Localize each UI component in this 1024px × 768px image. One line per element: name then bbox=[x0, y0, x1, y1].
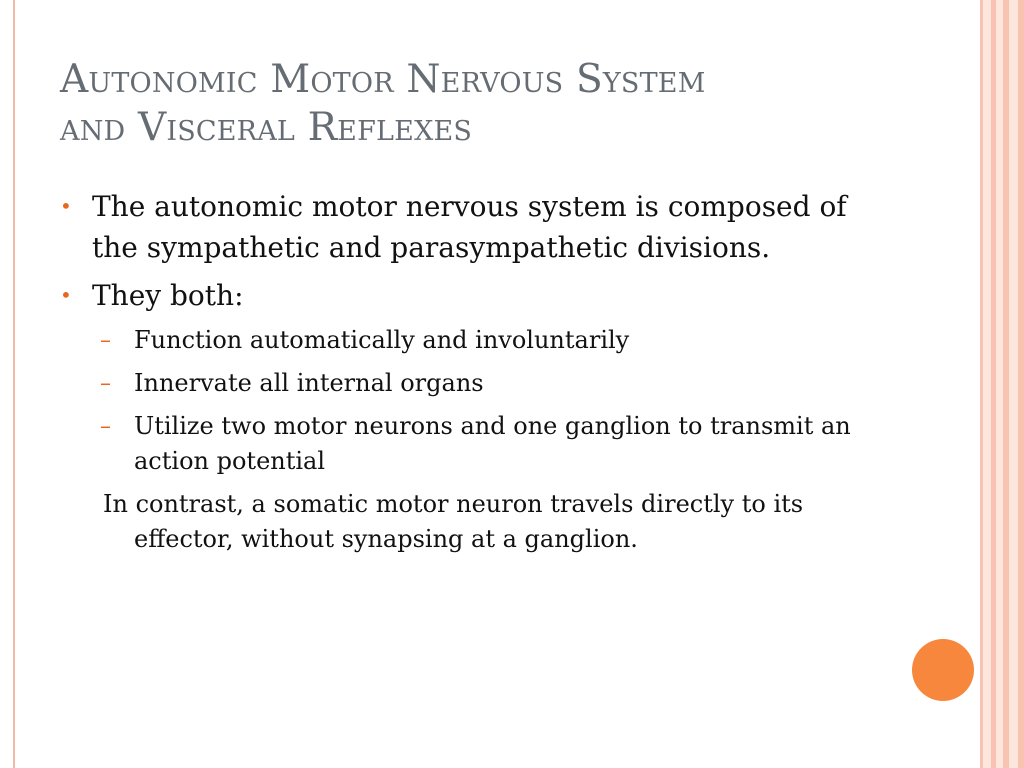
continuation-text: In contrast, a somatic motor neuron travels directly to its effector, without synapsing at a ganglion. bbox=[103, 490, 804, 553]
bullet-text: The autonomic motor nervous system is composed of the sympathetic and parasympathetic divisions. bbox=[92, 190, 847, 264]
sub-bullet-item bbox=[58, 323, 878, 358]
orange-circle-decoration bbox=[912, 639, 974, 701]
stripe-7 bbox=[1018, 0, 1024, 768]
sub-bullet-marker: – bbox=[100, 371, 111, 396]
left-border-line bbox=[13, 0, 15, 768]
sub-bullet-marker: – bbox=[100, 328, 111, 353]
right-decorative-stripes bbox=[980, 0, 1024, 768]
slide-title-line-1: Autonomic Motor Nervous System bbox=[60, 57, 706, 102]
sub-bullet-text: Innervate all internal organs bbox=[134, 369, 484, 397]
sub-bullet-text: Function automatically and involuntarily bbox=[134, 326, 630, 354]
sub-bullet-marker: – bbox=[100, 414, 111, 439]
bullet-marker: • bbox=[60, 194, 72, 218]
slide-body bbox=[58, 186, 878, 557]
sub-bullet-item bbox=[58, 409, 878, 479]
bullet-text: They both: bbox=[92, 279, 244, 312]
bullet-item bbox=[58, 186, 878, 268]
slide-title-line-2: and Visceral Reflexes bbox=[60, 105, 473, 150]
bullet-item bbox=[58, 275, 878, 316]
slide-title bbox=[60, 56, 920, 152]
stripe-6 bbox=[1009, 0, 1018, 768]
stripe-4 bbox=[996, 0, 1003, 768]
bullet-marker: • bbox=[60, 283, 72, 307]
sub-bullet-item bbox=[58, 366, 878, 401]
sub-bullet-text: Utilize two motor neurons and one ganglion to transmit an action potential bbox=[134, 412, 851, 475]
stripe-2 bbox=[983, 0, 991, 768]
